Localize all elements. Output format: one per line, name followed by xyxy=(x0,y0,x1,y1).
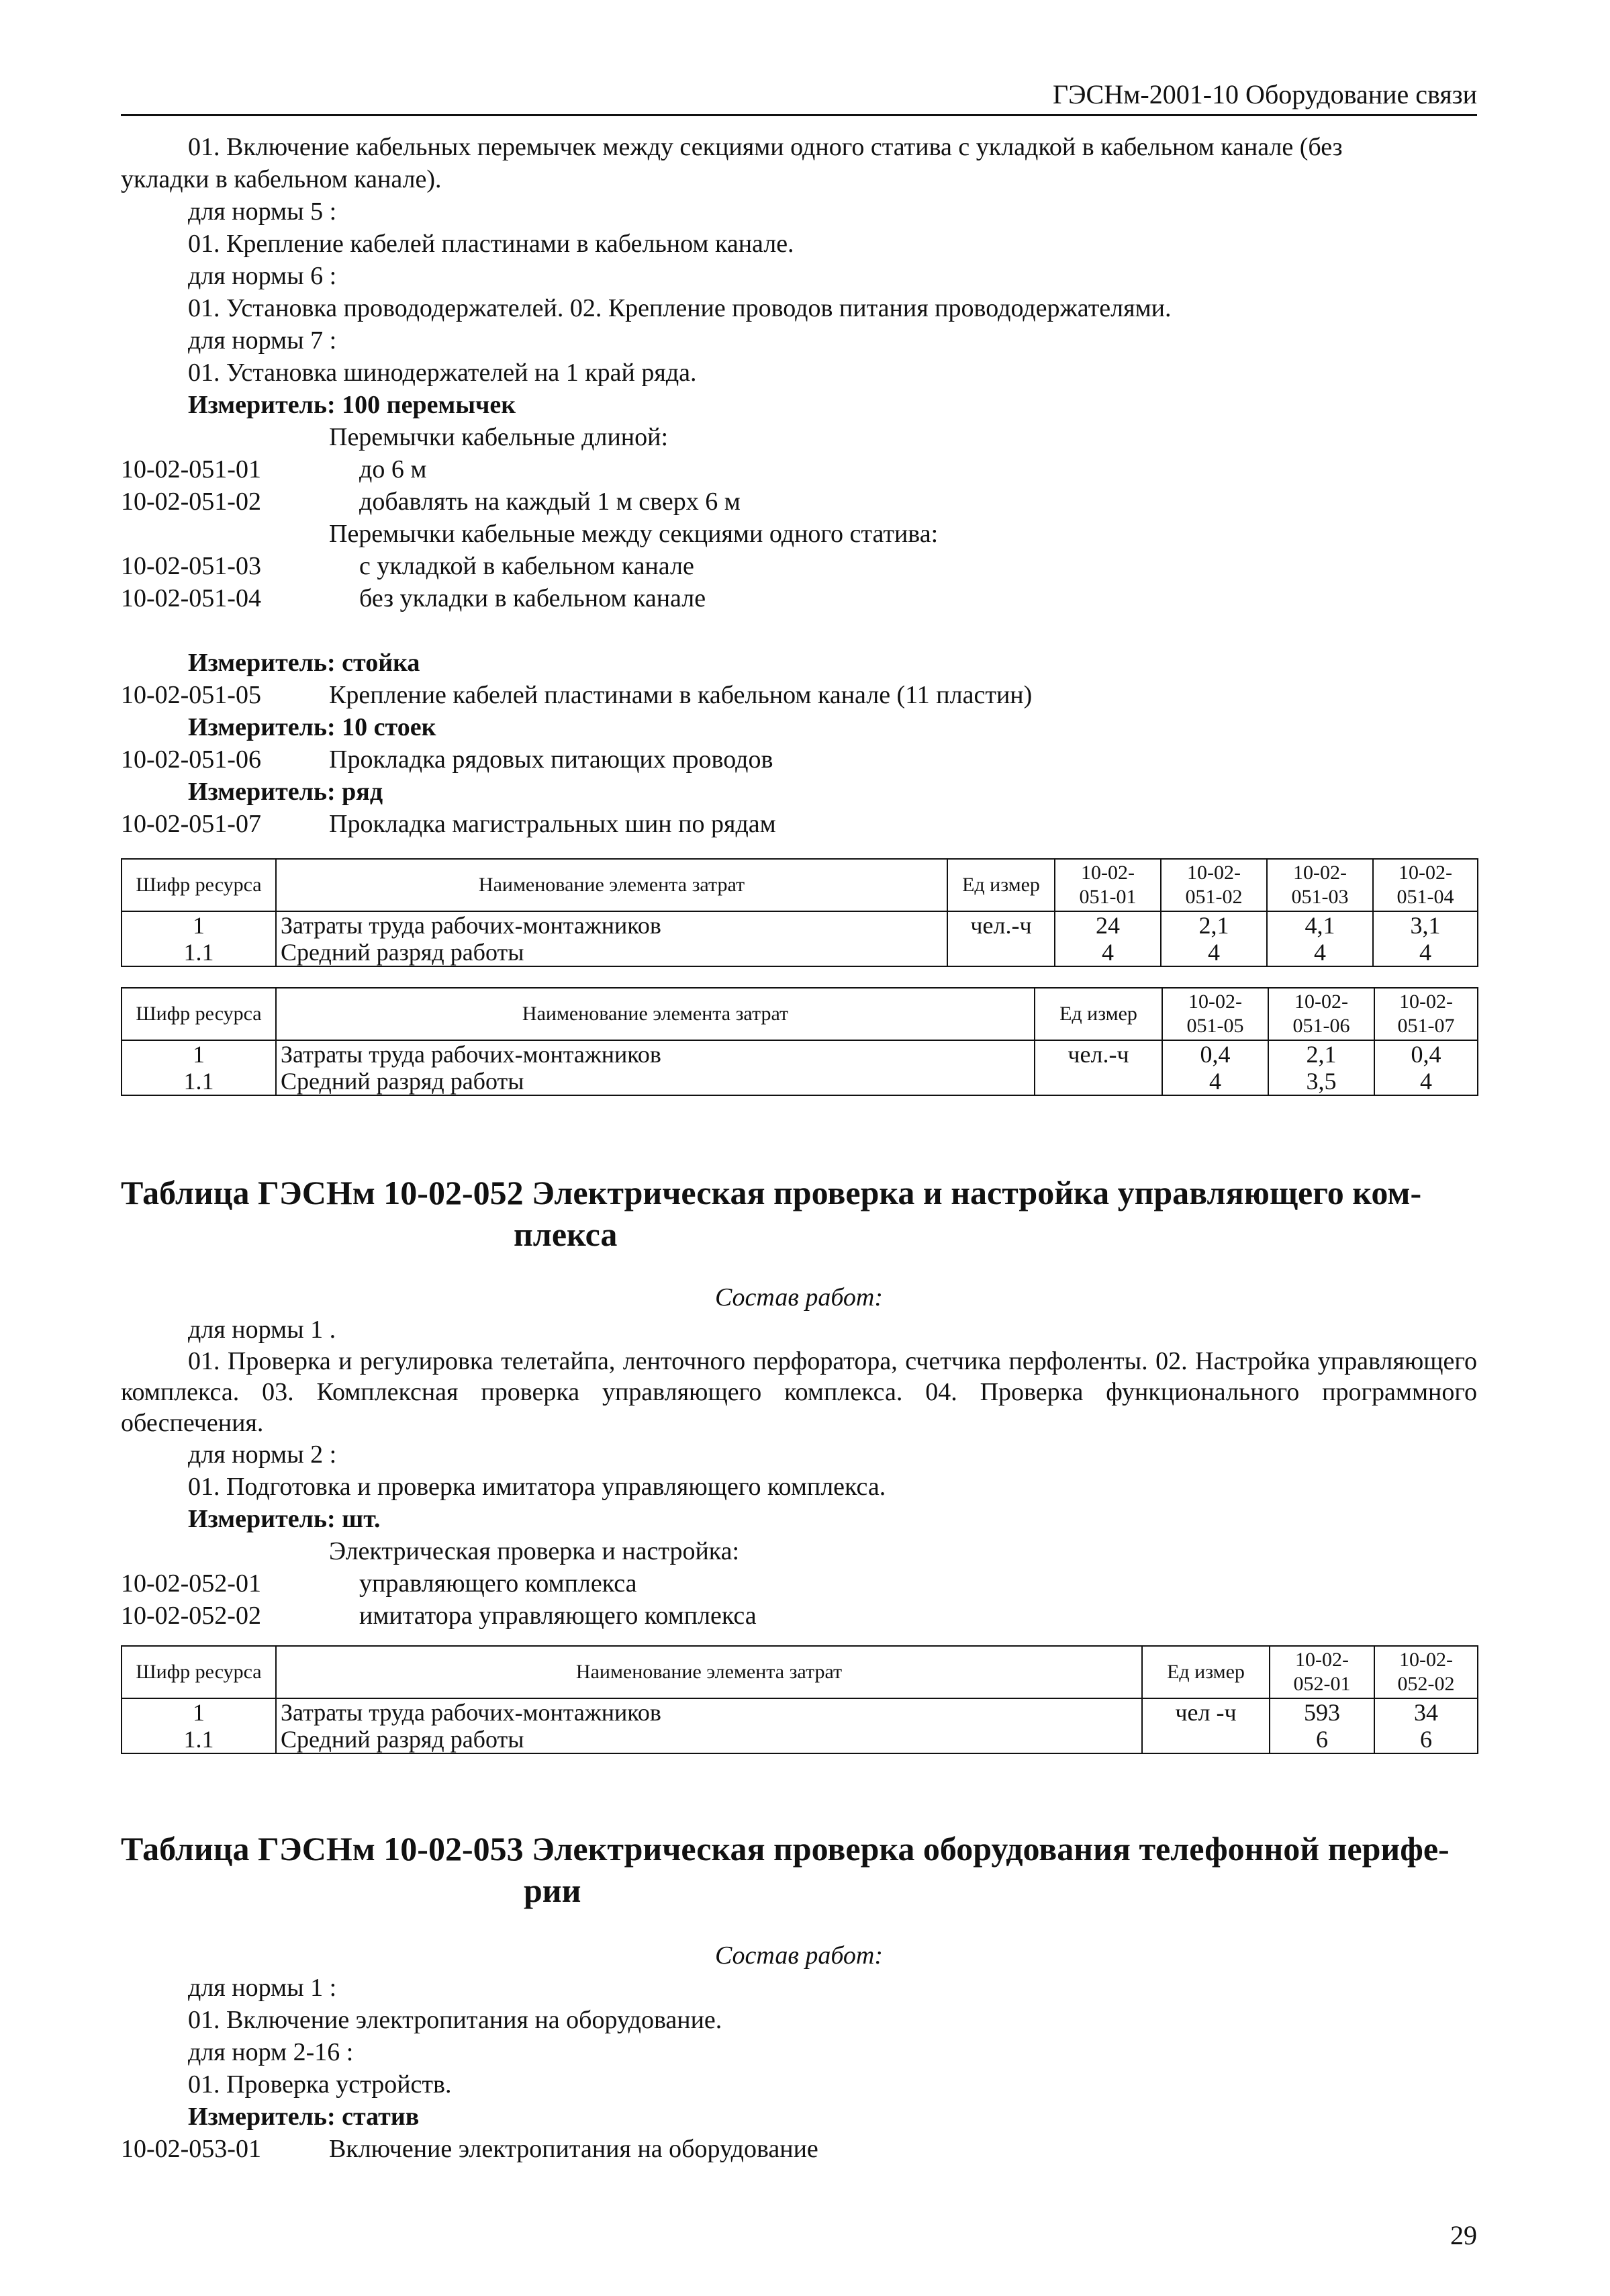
table-cell: Средний разряд работы xyxy=(276,1068,1035,1095)
table-row xyxy=(122,911,1478,939)
header-cell: Шифр ресурса xyxy=(122,859,276,911)
table-row xyxy=(122,1698,1478,1726)
title-line: Таблица ГЭСНм 10-02-053 Электрическая проверка оборудования телефонной перифе- xyxy=(121,1830,1450,1868)
table-cell: Средний разряд работы xyxy=(276,1726,1142,1753)
norm-code: 10-02-051-03 xyxy=(121,552,261,580)
table-header-row xyxy=(122,988,1478,1040)
norm-text: 01. Установка провододержателей. 02. Крепление проводов питания провододержателями. xyxy=(188,294,1172,322)
table-cell: 4 xyxy=(1267,939,1373,966)
work-composition-label: Состав работ: xyxy=(714,1941,884,1970)
measure-label: Измеритель: статив xyxy=(188,2103,420,2131)
table-row xyxy=(122,1040,1478,1068)
norm-item xyxy=(121,453,1477,486)
header-cell: 10-02- 051-07 xyxy=(1374,988,1478,1040)
norm-item xyxy=(121,486,1477,518)
table-cell: 1.1 xyxy=(122,1726,276,1753)
table-cell: 4,1 xyxy=(1267,911,1373,939)
norm-title: без укладки в кабельном канале xyxy=(359,584,706,612)
resource-table-2 xyxy=(121,987,1478,1096)
norm-label: для нормы 6 : xyxy=(188,262,337,290)
header-cell: 10-02- 052-02 xyxy=(1374,1646,1478,1698)
header-cell: Наименование элемента затрат xyxy=(276,988,1035,1040)
resource-table-1 xyxy=(121,858,1478,967)
measure-label: Измеритель: шт. xyxy=(188,1505,381,1533)
header-cell: 10-02- 051-01 xyxy=(1055,859,1161,911)
table-cell: 1.1 xyxy=(122,1068,276,1095)
norm-paragraph: 01. Проверка и регулировка телетайпа, ленточного перфоратора, счетчика перфоленты. 02. Настройка управляющего комплекса. 03. Комплексная проверка управляющего комплекса. 04. Проверка функционального программного обеспечения. xyxy=(121,1347,1477,1437)
table-cell xyxy=(1142,1726,1270,1753)
table-cell: 0,4 xyxy=(1162,1040,1268,1068)
section-title-052 xyxy=(121,1172,1477,1255)
table-cell: 4 xyxy=(1162,1068,1268,1095)
table-cell: 6 xyxy=(1374,1726,1478,1753)
header-cell: Ед измер xyxy=(1142,1646,1270,1698)
norm-text: 01. Установка шинодержателей на 1 край ряда. xyxy=(188,359,697,387)
norm-title: имитатора управляющего комплекса xyxy=(359,1602,757,1630)
table-cell xyxy=(1035,1068,1162,1095)
norm-text: 01. Проверка устройств. xyxy=(188,2070,452,2099)
measure-label: Измеритель: стойка xyxy=(188,649,420,677)
resource-table-3 xyxy=(121,1645,1478,1754)
norm-title: Прокладка рядовых питающих проводов xyxy=(329,745,773,774)
norm-title: до 6 м xyxy=(359,455,427,484)
norm-label: для норм 2-16 : xyxy=(188,2038,354,2066)
norm-text: 01. Подготовка и проверка имитатора управляющего комплекса. xyxy=(188,1473,886,1501)
table-cell: 4 xyxy=(1373,939,1478,966)
table-cell: 4 xyxy=(1055,939,1161,966)
norm-code: 10-02-051-06 xyxy=(121,745,261,774)
table-cell: Затраты труда рабочих-монтажников xyxy=(276,1040,1035,1068)
norm-item xyxy=(121,550,1477,582)
table-cell: 24 xyxy=(1055,911,1161,939)
table-cell: Затраты труда рабочих-монтажников xyxy=(276,911,947,939)
header-cell: Ед измер xyxy=(947,859,1055,911)
title-line: рии xyxy=(524,1872,581,1909)
measure-label: Измеритель: 100 перемычек xyxy=(188,391,516,419)
section-053-text xyxy=(121,1939,1477,2165)
table-cell: 2,1 xyxy=(1161,911,1267,939)
norm-code: 10-02-053-01 xyxy=(121,2135,261,2163)
norm-item xyxy=(121,1567,1477,1600)
header-cell: 10-02- 051-03 xyxy=(1267,859,1373,911)
section-title-053 xyxy=(121,1828,1477,1911)
text-line: укладки в кабельном канале). xyxy=(121,165,442,193)
table-cell: Затраты труда рабочих-монтажников xyxy=(276,1698,1142,1726)
norm-code: 10-02-051-02 xyxy=(121,488,261,516)
page-number: 29 xyxy=(1450,2220,1477,2250)
spacer xyxy=(121,614,1477,647)
header-cell: 10-02- 051-05 xyxy=(1162,988,1268,1040)
norm-title: Включение электропитания на оборудование xyxy=(329,2135,818,2163)
norm-label: для нормы 1 : xyxy=(188,1974,337,2002)
norm-item xyxy=(121,743,1477,776)
norm-title: добавлять на каждый 1 м сверх 6 м xyxy=(359,488,741,516)
table-cell: 34 xyxy=(1374,1698,1478,1726)
table-cell: чел.-ч xyxy=(947,911,1055,939)
group-heading: Перемычки кабельные длиной: xyxy=(329,423,669,451)
title-line: плекса xyxy=(514,1215,618,1253)
table-cell: 3,1 xyxy=(1373,911,1478,939)
norm-title: с укладкой в кабельном канале xyxy=(359,552,694,580)
norm-label: для нормы 5 : xyxy=(188,197,337,226)
table-cell xyxy=(947,939,1055,966)
norm-code: 10-02-051-07 xyxy=(121,810,261,838)
norm-code: 10-02-052-01 xyxy=(121,1569,261,1598)
group-heading: Электрическая проверка и настройка: xyxy=(329,1537,740,1565)
norm-title: Прокладка магистральных шин по рядам xyxy=(329,810,776,838)
norm-item xyxy=(121,2133,1477,2165)
table-cell: 2,1 xyxy=(1268,1040,1374,1068)
norm-label: для нормы 2 : xyxy=(188,1440,337,1469)
text-line: 01. Включение кабельных перемычек между секциями одного статива с укладкой в кабельном канале (без xyxy=(188,133,1343,161)
norm-code: 10-02-051-04 xyxy=(121,584,261,612)
norm-title: управляющего комплекса xyxy=(359,1569,637,1598)
table-cell: 0,4 xyxy=(1374,1040,1478,1068)
measure-label: Измеритель: ряд xyxy=(188,778,383,806)
norm-label: для нормы 1 . xyxy=(188,1316,336,1344)
table-header-row xyxy=(122,1646,1478,1698)
table-cell: 1 xyxy=(122,1698,276,1726)
header-cell: 10-02- 051-04 xyxy=(1373,859,1478,911)
header-cell: Наименование элемента затрат xyxy=(276,1646,1142,1698)
table-cell: 4 xyxy=(1161,939,1267,966)
norm-item xyxy=(121,679,1477,711)
title-line: Таблица ГЭСНм 10-02-052 Электрическая проверка и настройка управляющего ком- xyxy=(121,1174,1422,1211)
norm-item xyxy=(121,1600,1477,1632)
running-header: ГЭСНм-2001-10 Оборудование связи xyxy=(121,75,1477,116)
header-cell: 10-02- 052-01 xyxy=(1270,1646,1374,1698)
section-052-text xyxy=(121,1281,1477,1632)
table-cell: чел.-ч xyxy=(1035,1040,1162,1068)
norm-label: для нормы 7 : xyxy=(188,326,337,355)
header-cell: Шифр ресурса xyxy=(122,1646,276,1698)
table-header-row xyxy=(122,859,1478,911)
header-cell: Шифр ресурса xyxy=(122,988,276,1040)
measure-label: Измеритель: 10 стоек xyxy=(188,713,436,741)
header-cell: Наименование элемента затрат xyxy=(276,859,947,911)
table-row xyxy=(122,1726,1478,1753)
header-cell: Ед измер xyxy=(1035,988,1162,1040)
table-cell: 1 xyxy=(122,1040,276,1068)
section-051-text xyxy=(121,131,1477,840)
norm-item xyxy=(121,582,1477,614)
table-cell: чел -ч xyxy=(1142,1698,1270,1726)
norm-title: Крепление кабелей пластинами в кабельном канале (11 пластин) xyxy=(329,681,1033,709)
norm-code: 10-02-051-05 xyxy=(121,681,261,709)
norm-item xyxy=(121,808,1477,840)
table-row xyxy=(122,939,1478,966)
group-heading: Перемычки кабельные между секциями одного статива: xyxy=(329,520,939,548)
table-cell: 593 xyxy=(1270,1698,1374,1726)
header-cell: 10-02- 051-02 xyxy=(1161,859,1267,911)
norm-text: 01. Включение электропитания на оборудование. xyxy=(188,2006,722,2034)
norm-code: 10-02-051-01 xyxy=(121,455,261,484)
norm-text: 01. Крепление кабелей пластинами в кабельном канале. xyxy=(188,230,794,258)
table-cell: 1.1 xyxy=(122,939,276,966)
header-cell: 10-02- 051-06 xyxy=(1268,988,1374,1040)
table-cell: 6 xyxy=(1270,1726,1374,1753)
norm-code: 10-02-052-02 xyxy=(121,1602,261,1630)
table-cell: 1 xyxy=(122,911,276,939)
table-cell: Средний разряд работы xyxy=(276,939,947,966)
table-cell: 4 xyxy=(1374,1068,1478,1095)
work-composition-label: Состав работ: xyxy=(714,1283,884,1312)
table-cell: 3,5 xyxy=(1268,1068,1374,1095)
table-row xyxy=(122,1068,1478,1095)
